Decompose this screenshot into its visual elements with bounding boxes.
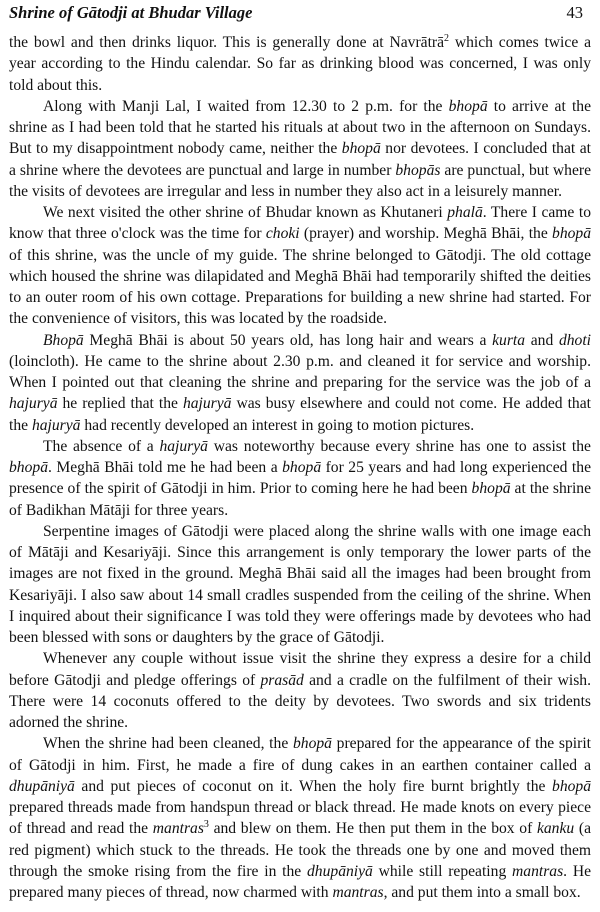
italic-term: bhopā — [341, 140, 381, 158]
text-run: was busy elsewhere and could not come. He added that the — [9, 395, 591, 434]
text-run: which comes twice a year according to the Hindu calendar. So far as drinking blood was concerned, I was only told about this. — [9, 34, 591, 94]
paragraph — [9, 96, 591, 202]
italic-term: bhopā — [282, 459, 322, 476]
italic-term: bhopā — [552, 777, 591, 795]
text-run: . Meghā Bhāi told me he had been a — [47, 459, 283, 476]
italic-term: dhupāniyā — [307, 862, 373, 880]
text-run: and put pieces of coconut on it. When the holy fire burnt brightly the — [74, 777, 553, 795]
body-text — [9, 32, 591, 903]
text-run: for 25 years and had long experienced the presence of the spirit of Gātodji in him. Prior to coming here he had been — [9, 459, 591, 498]
text-run: prepared for the appearance of the spirit of Gātodji in him. First, he made a fire of dung cakes in an earthen container called a — [9, 735, 591, 774]
italic-term: bhopā — [448, 97, 488, 115]
paragraph — [9, 32, 591, 96]
text-run: of this shrine, was the uncle of my guide. The shrine belonged to Gātodji. The old cottage which housed the shrine was dilapidated and Meghā Bhāi had temporarily shifted the deities to an outer room of his own cottage. Preparations for building a new shrine had started. For the convenience of visitors, this was located by the roadside. — [9, 246, 591, 328]
italic-term: hajuryā — [31, 416, 81, 434]
text-run: Serpentine images of Gātodji were placed along the shrine walls with one image each of Mātāji and Kesariyāji. Since this arrangement is only temporary the lower parts of the images are not fixed in the ground. Meghā Bhāi said all the images had been brought from Kesariyāji. I also saw about 14 small cradles suspended from the ceiling of the shrine. When I inquired about their significance I was told they were offerings made by devotees who had been blessed with sons or daughters by the grace of Gātodji. — [9, 522, 591, 646]
text-run: and — [525, 331, 559, 349]
text-run: Meghā Bhāi is about 50 years old, has long hair and wears a — [83, 331, 493, 349]
text-run: was noteworthy because every shrine has one to assist the — [207, 437, 591, 455]
italic-term: hajuryā — [9, 395, 58, 413]
paragraph — [9, 330, 591, 436]
italic-term: mantras — [332, 884, 384, 901]
text-run: (a red pigment) which stuck to the threads. He took the threads one by one and moved them through the smoke rising from the fire in the — [9, 820, 592, 880]
text-run: We next visited the other shrine of Bhudar known as Khutaneri — [43, 204, 448, 221]
italic-term: phalā — [447, 204, 483, 221]
italic-term: Bhopā — [43, 331, 84, 349]
italic-term: choki — [265, 225, 300, 243]
text-run: are punctual, but where the visits of devotees are irregular and less in number they also act in a leisurely manner. — [9, 161, 591, 200]
paragraph — [9, 733, 591, 903]
paragraph — [9, 521, 591, 649]
footnote-marker: 2 — [444, 32, 450, 44]
italic-term: mantras — [152, 820, 204, 838]
page-number: 43 — [566, 3, 583, 22]
italic-term: hajuryā — [182, 395, 232, 413]
text-run: (loincloth). He came to the shrine about 2.30 p.m. and cleaned it for service and worship. When I pointed out that cleaning the shrine and preparing for the service was the job of a — [9, 352, 591, 391]
text-run: . There I came to know that three o'clock was the time for — [9, 204, 591, 243]
italic-term: bhopā — [471, 480, 511, 498]
italic-term: kanku — [536, 820, 575, 838]
text-run: to arrive at the shrine as I had been told that he started his rituals at about two in the afternoon on Sundays. But to my disappointment nobody came, neither the — [9, 97, 591, 158]
page-header — [9, 2, 591, 32]
paragraph — [9, 648, 591, 733]
text-run: prepared threads made from handspun thread or black thread. He made knots on every piece of thread and read the — [9, 799, 591, 838]
italic-term: hajuryā — [159, 437, 208, 455]
paragraph — [9, 436, 591, 521]
text-run: while still repeating — [372, 862, 513, 880]
text-run: Whenever any couple without issue visit the shrine they express a desire for a child before Gātodji and pledge offerings of — [9, 650, 591, 689]
text-run: When the shrine had been cleaned, the — [43, 735, 293, 753]
text-run: at the shrine of Badikhan Mātāji for three years. — [9, 480, 591, 519]
running-head: Shrine of Gātodji at Bhudar Village — [9, 3, 253, 22]
italic-term: bhopās — [395, 161, 441, 179]
italic-term: bhopā — [552, 225, 592, 243]
italic-term: dhoti — [558, 331, 592, 349]
text-run: the bowl and then drinks liquor. This is generally done at Navrātrā — [9, 34, 445, 51]
italic-term: prasād — [260, 671, 304, 689]
italic-term: mantras — [512, 862, 564, 880]
text-run: . He prepared many pieces of thread, now charmed with — [9, 862, 592, 901]
text-run: Along with Manji Lal, I waited from 12.30 to 2 p.m. for the — [43, 97, 449, 115]
paragraph — [9, 202, 591, 330]
text-run: and a cradle on the fulfilment of their wish. There were 14 coconuts offered to the deity by devotees. Two swords and six tridents adorned the shrine. — [9, 671, 591, 731]
text-run: nor devotees. I concluded that at a shrine where the devotees are punctual and large in number — [9, 140, 592, 179]
italic-term: dhupāniyā — [9, 777, 75, 795]
italic-term: bhopā — [292, 735, 332, 753]
italic-term: kurta — [492, 331, 526, 349]
text-run: (prayer) and worship. Meghā Bhāi, the — [299, 225, 553, 243]
text-run: The absence of a — [43, 437, 160, 455]
italic-term: bhopā — [9, 459, 48, 476]
footnote-marker: 3 — [203, 819, 209, 831]
text-run: he replied that the — [57, 395, 183, 413]
text-run: and blew on them. He then put them in the box of — [208, 820, 537, 838]
text-run: had recently developed an interest in going to motion pictures. — [80, 416, 475, 434]
text-run: , and put them into a small box. — [383, 884, 581, 901]
